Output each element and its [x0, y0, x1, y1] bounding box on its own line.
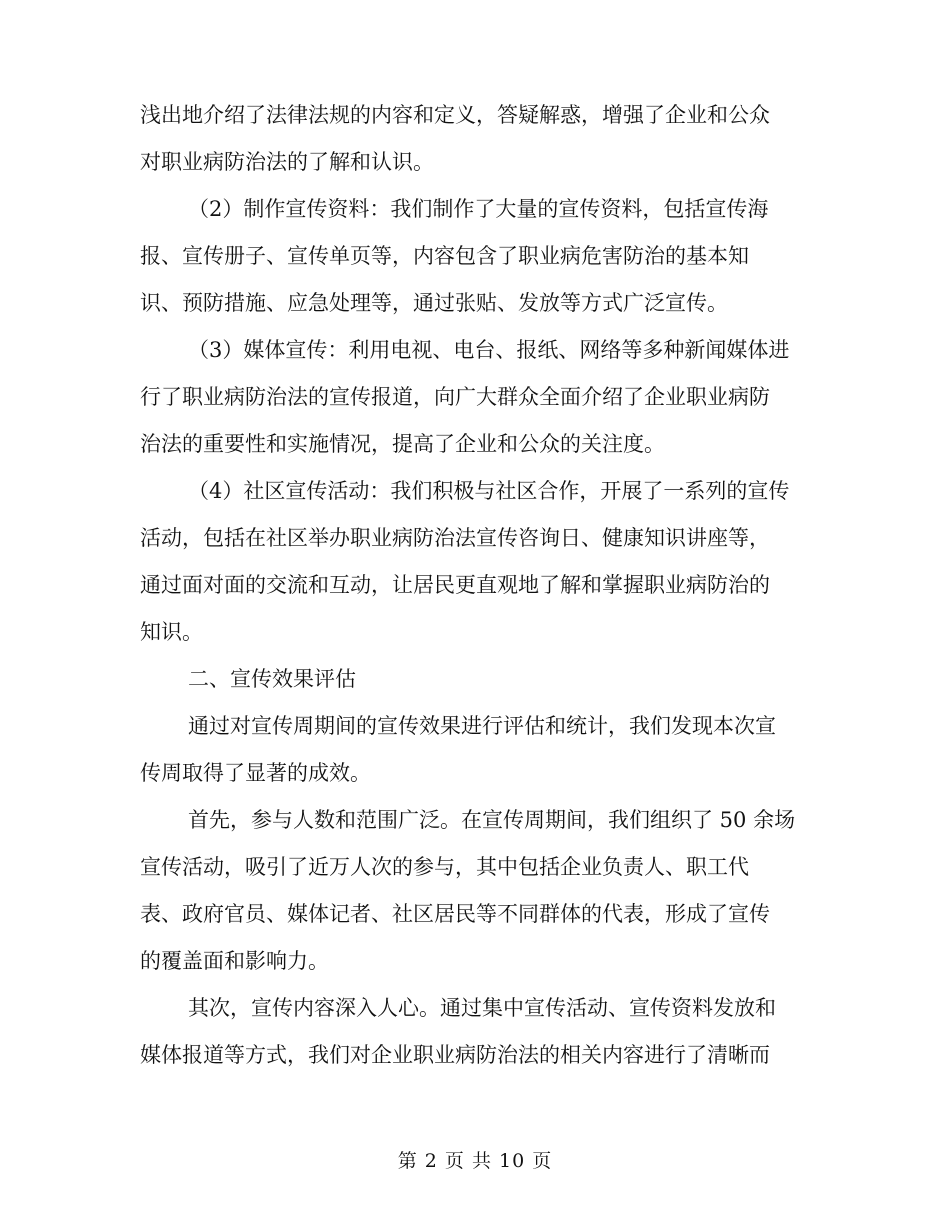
text-line: 的覆盖面和影响力。: [140, 949, 329, 973]
text-line: 行了职业病防治法的宣传报道，向广大群众全面介绍了企业职业病防: [140, 385, 770, 409]
text-line: 媒体报道等方式，我们对企业职业病防治法的相关内容进行了清晰而: [140, 1043, 770, 1067]
text-line: 通过对宣传周期间的宣传效果进行评估和统计，我们发现本次宣: [188, 714, 776, 738]
text-line: （4）社区宣传活动：我们积极与社区合作，开展了一系列的宣传: [188, 479, 790, 503]
document-body: [140, 92, 810, 1079]
text-line: 首先，参与人数和范围广泛。在宣传周期间，我们组织了 50 余场: [188, 808, 796, 832]
text-line: （2）制作宣传资料：我们制作了大量的宣传资料，包括宣传海: [188, 197, 769, 221]
text-line: 治法的重要性和实施情况，提高了企业和公众的关注度。: [140, 432, 665, 456]
text-line: 传周取得了显著的成效。: [140, 761, 371, 785]
section-heading: 二、宣传效果评估: [188, 667, 356, 691]
text-line: 浅出地介绍了法律法规的内容和定义，答疑解惑，增强了企业和公众: [140, 103, 770, 127]
text-line: （3）媒体宣传：利用电视、电台、报纸、网络等多种新闻媒体进: [188, 338, 790, 362]
text-line: 其次，宣传内容深入人心。通过集中宣传活动、宣传资料发放和: [188, 996, 776, 1020]
text-line: 知识。: [140, 620, 203, 644]
text-line: 表、政府官员、媒体记者、社区居民等不同群体的代表，形成了宣传: [140, 902, 770, 926]
page-footer: 第 2 页 共 10 页: [397, 1150, 553, 1172]
text-line: 识、预防措施、应急处理等，通过张贴、发放等方式广泛宣传。: [140, 291, 728, 315]
text-line: 通过面对面的交流和互动，让居民更直观地了解和掌握职业病防治的: [140, 573, 770, 597]
text-line: 宣传活动，吸引了近万人次的参与，其中包括企业负责人、职工代: [140, 855, 749, 879]
text-line: 报、宣传册子、宣传单页等，内容包含了职业病危害防治的基本知: [140, 244, 749, 268]
text-line: 活动，包括在社区举办职业病防治法宣传咨询日、健康知识讲座等，: [140, 526, 770, 550]
text-line: 对职业病防治法的了解和认识。: [140, 150, 434, 174]
